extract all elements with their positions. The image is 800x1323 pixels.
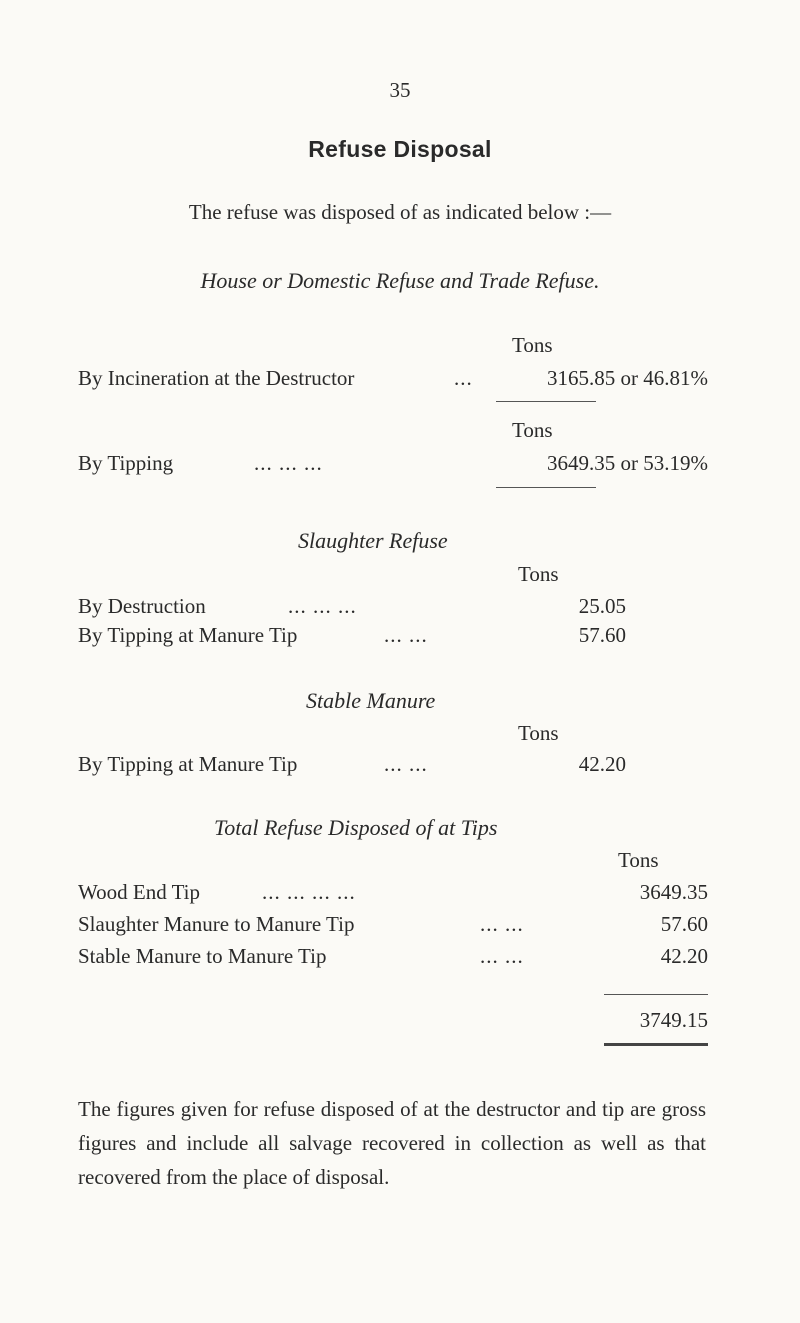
destruction-value: 25.05 (578, 594, 626, 618)
tipping-leader-dots: ... ... ... (254, 451, 323, 475)
stable-unit-tons: Tons (518, 721, 559, 745)
stable-tipping-label: By Tipping at Manure Tip (78, 752, 298, 776)
house-refuse-heading: House or Domestic Refuse and Trade Refuse. (200, 268, 600, 293)
slaughter-unit-tons: Tons (518, 562, 559, 586)
house-unit-tons: Tons (512, 333, 553, 357)
total-refuse-heading: Total Refuse Disposed of at Tips (214, 815, 498, 840)
tipping-underline (496, 487, 596, 488)
wood-end-tip-leader-dots: ... ... ... ... (262, 880, 356, 904)
slaughter-tipping-value: 57.60 (578, 623, 626, 647)
intro-text: The refuse was disposed of as indicated below :— (188, 200, 612, 224)
stable-manure-label: Stable Manure to Manure Tip (78, 944, 327, 968)
total-sum-rule (604, 994, 708, 995)
slaughter-tipping-leader-dots: ... ... (384, 623, 428, 647)
incineration-label: By Incineration at the Destructor (78, 366, 355, 390)
destruction-leader-dots: ... ... ... (288, 594, 357, 618)
stable-manure-leader-dots: ... ... (480, 944, 524, 968)
total-value: 3749.15 (639, 1008, 708, 1032)
stable-tipping-value: 42.20 (578, 752, 626, 776)
page-number: 35 (389, 78, 411, 102)
incineration-leader-dots: ... (454, 366, 473, 390)
wood-end-tip-label: Wood End Tip (78, 880, 201, 904)
tipping-label: By Tipping (78, 451, 174, 475)
slaughter-manure-value: 57.60 (660, 912, 708, 936)
stable-manure-value: 42.20 (660, 944, 708, 968)
tipping-unit-tons: Tons (512, 418, 553, 442)
incineration-underline (496, 401, 596, 402)
footnote-paragraph: The figures given for refuse disposed of at the destructor and tip are gross figures and include all salvage recovered in collection as well as that recovered from the place of disposal. (78, 1097, 706, 1189)
incineration-value: 3165.85 or 46.81% (547, 366, 708, 390)
stable-tipping-leader-dots: ... ... (384, 752, 428, 776)
stable-manure-heading: Stable Manure (306, 688, 436, 713)
total-unit-tons: Tons (618, 848, 659, 872)
slaughter-manure-label: Slaughter Manure to Manure Tip (78, 912, 355, 936)
slaughter-tipping-label: By Tipping at Manure Tip (78, 623, 298, 647)
page-title: Refuse Disposal (308, 136, 492, 162)
slaughter-manure-leader-dots: ... ... (480, 912, 524, 936)
slaughter-refuse-heading: Slaughter Refuse (298, 528, 448, 553)
destruction-label: By Destruction (78, 594, 206, 618)
wood-end-tip-value: 3649.35 (639, 880, 708, 904)
total-double-underline (604, 1043, 708, 1046)
tipping-value: 3649.35 or 53.19% (547, 451, 708, 475)
